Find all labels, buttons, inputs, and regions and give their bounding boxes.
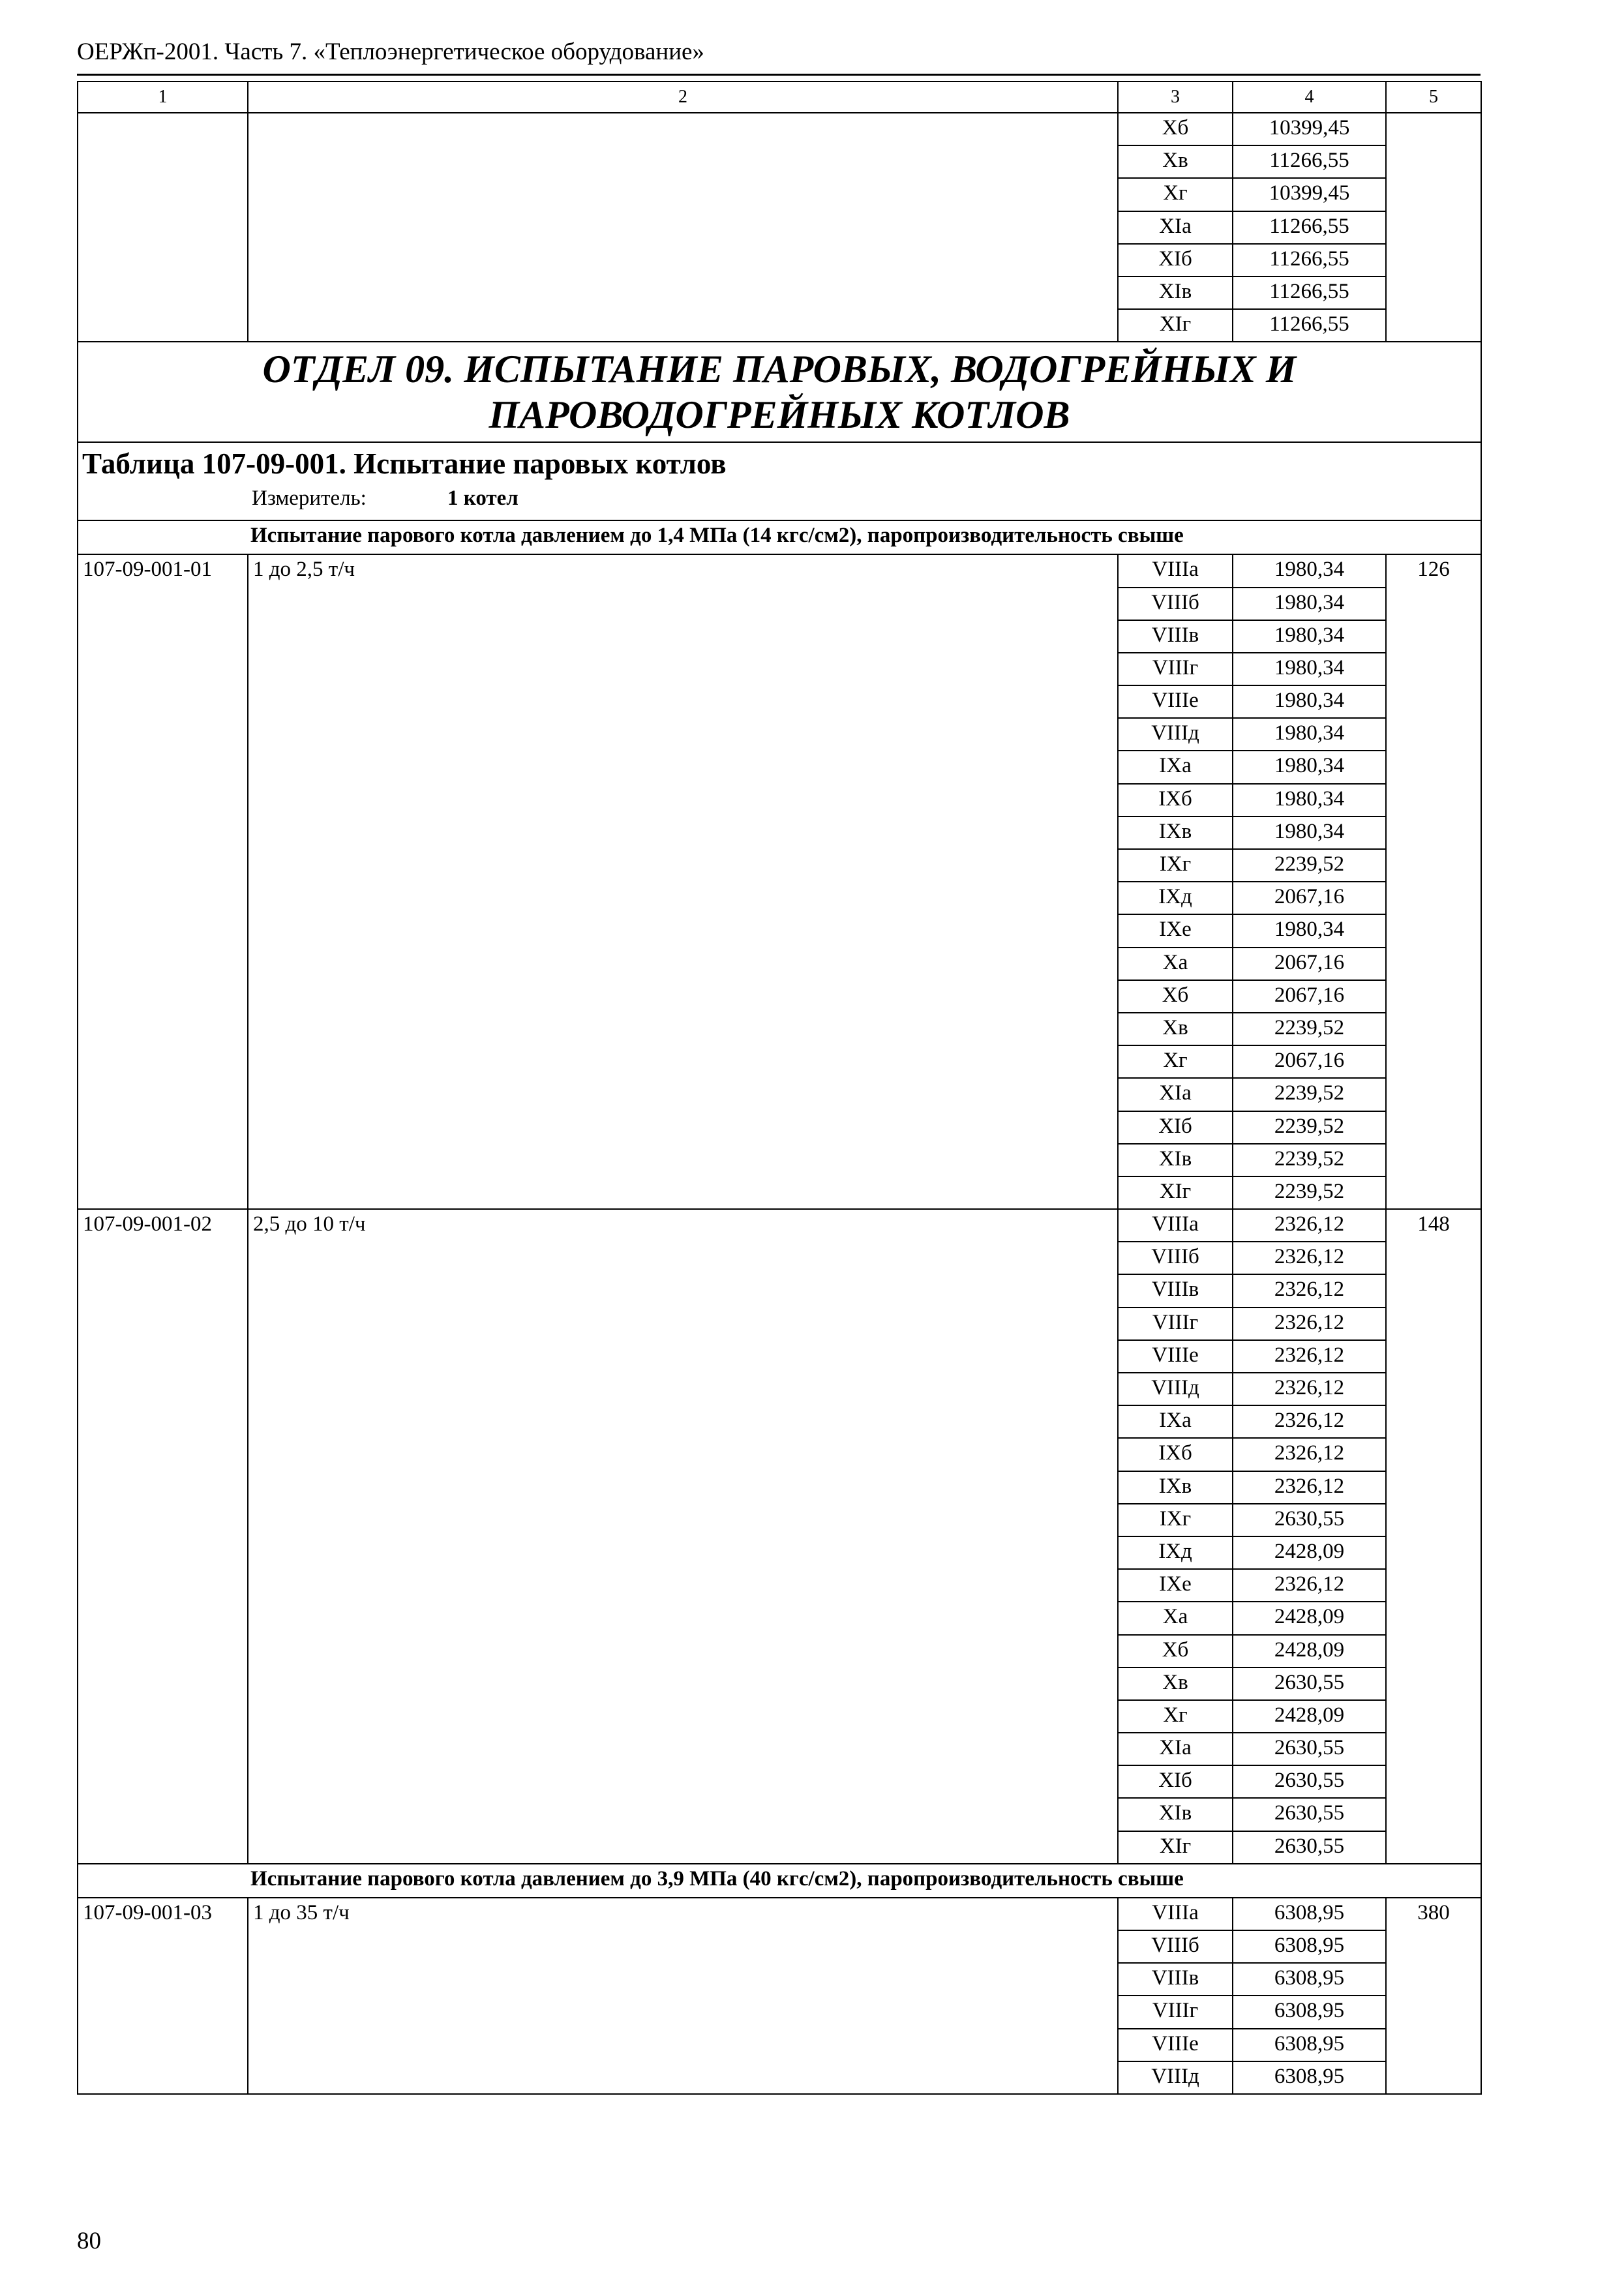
quantity-cell: 126 — [1386, 554, 1481, 1209]
price-value-cell: 10399,45 — [1233, 113, 1386, 145]
region-group-cell: VIIIе — [1118, 2029, 1233, 2061]
price-value-cell: 2630,55 — [1233, 1668, 1386, 1700]
page-header: ОЕРЖп-2001. Часть 7. «Теплоэнергетическое оборудование» — [77, 38, 704, 65]
table-row — [78, 1209, 1481, 1242]
price-value-cell: 11266,55 — [1233, 277, 1386, 309]
price-value-cell: 2326,12 — [1233, 1405, 1386, 1438]
region-group-cell: VIIIд — [1118, 718, 1233, 751]
price-value-cell: 2326,12 — [1233, 1209, 1386, 1242]
price-value-cell: 2326,12 — [1233, 1340, 1386, 1373]
region-group-cell: VIIIд — [1118, 1373, 1233, 1405]
region-group-cell: VIIIб — [1118, 588, 1233, 620]
table-row — [78, 554, 1481, 587]
column-number: 1 — [78, 82, 248, 113]
price-value-cell: 2239,52 — [1233, 1111, 1386, 1144]
price-value-cell: 1980,34 — [1233, 914, 1386, 947]
price-value-cell: 2239,52 — [1233, 1144, 1386, 1176]
region-group-cell: VIIIг — [1118, 653, 1233, 685]
column-number: 5 — [1386, 82, 1481, 113]
column-number: 3 — [1118, 82, 1233, 113]
price-value-cell: 2067,16 — [1233, 948, 1386, 980]
region-group-cell: Xв — [1118, 1668, 1233, 1700]
price-value-cell: 2428,09 — [1233, 1635, 1386, 1668]
price-value-cell: 2428,09 — [1233, 1536, 1386, 1569]
price-value-cell: 2326,12 — [1233, 1242, 1386, 1274]
section-title-line: ПАРОВОДОГРЕЙНЫХ КОТЛОВ — [489, 393, 1070, 437]
code-cell-empty — [78, 113, 248, 342]
price-value-cell: 2428,09 — [1233, 1602, 1386, 1634]
region-group-cell: IXв — [1118, 816, 1233, 849]
region-group-cell: Xг — [1118, 1045, 1233, 1078]
region-group-cell: VIIIа — [1118, 1898, 1233, 1930]
region-group-cell: XIб — [1118, 1765, 1233, 1798]
price-value-cell: 2239,52 — [1233, 1078, 1386, 1111]
item-name-cell: 2,5 до 10 т/ч — [248, 1209, 1118, 1864]
table-row — [78, 113, 1481, 145]
region-group-cell: Xг — [1118, 1700, 1233, 1733]
price-value-cell: 2630,55 — [1233, 1831, 1386, 1864]
table-heading — [78, 442, 1481, 520]
price-value-cell: 1980,34 — [1233, 816, 1386, 849]
region-group-cell: XIв — [1118, 1798, 1233, 1831]
region-group-cell: XIа — [1118, 1733, 1233, 1765]
region-group-cell: VIIIе — [1118, 685, 1233, 718]
price-value-cell: 6308,95 — [1233, 1898, 1386, 1930]
price-value-cell: 2630,55 — [1233, 1765, 1386, 1798]
price-value-cell: 11266,55 — [1233, 145, 1386, 178]
region-group-cell: VIIIд — [1118, 2061, 1233, 2094]
price-value-cell: 2630,55 — [1233, 1733, 1386, 1765]
region-group-cell: VIIIг — [1118, 1996, 1233, 2028]
price-value-cell: 10399,45 — [1233, 178, 1386, 211]
column-number: 2 — [248, 82, 1118, 113]
region-group-cell: IXг — [1118, 849, 1233, 882]
item-code-cell: 107-09-001-01 — [78, 554, 248, 1209]
meter-line — [82, 483, 1477, 513]
price-value-cell: 2630,55 — [1233, 1504, 1386, 1536]
price-value-cell: 1980,34 — [1233, 685, 1386, 718]
region-group-cell: Xа — [1118, 1602, 1233, 1634]
price-value-cell: 6308,95 — [1233, 1996, 1386, 2028]
region-group-cell: IXб — [1118, 1438, 1233, 1471]
region-group-cell: XIб — [1118, 244, 1233, 277]
meter-label: Измеритель: — [252, 486, 367, 511]
region-group-cell: Xб — [1118, 113, 1233, 145]
item-code-cell: 107-09-001-03 — [78, 1898, 248, 2094]
subsection-row — [78, 520, 1481, 554]
section-title — [78, 342, 1481, 442]
meter-value: 1 котел — [447, 486, 519, 511]
price-value-cell: 2067,16 — [1233, 1045, 1386, 1078]
price-value-cell: 1980,34 — [1233, 554, 1386, 587]
region-group-cell: IXв — [1118, 1471, 1233, 1504]
price-value-cell: 2239,52 — [1233, 849, 1386, 882]
header-rule — [77, 74, 1481, 76]
price-value-cell: 1980,34 — [1233, 620, 1386, 653]
price-value-cell: 2067,16 — [1233, 980, 1386, 1013]
region-group-cell: VIIIа — [1118, 554, 1233, 587]
table-row — [78, 1898, 1481, 1930]
region-group-cell: IXд — [1118, 1536, 1233, 1569]
region-group-cell: Xв — [1118, 1013, 1233, 1045]
quantity-cell: 380 — [1386, 1898, 1481, 2094]
price-value-cell: 1980,34 — [1233, 588, 1386, 620]
region-group-cell: Xб — [1118, 980, 1233, 1013]
price-value-cell: 2326,12 — [1233, 1471, 1386, 1504]
item-code-cell: 107-09-001-02 — [78, 1209, 248, 1864]
region-group-cell: VIIIе — [1118, 1340, 1233, 1373]
price-value-cell: 1980,34 — [1233, 718, 1386, 751]
table-title: Таблица 107-09-001. Испытание паровых котлов — [82, 447, 727, 481]
region-group-cell: IXа — [1118, 1405, 1233, 1438]
name-cell-empty — [248, 113, 1118, 342]
subsection-title: Испытание парового котла давлением до 1,4 МПа (14 кгс/см2), паропроизводительность свыше — [78, 520, 1481, 554]
region-group-cell: VIIIб — [1118, 1930, 1233, 1963]
region-group-cell: IXе — [1118, 914, 1233, 947]
region-group-cell: XIг — [1118, 1831, 1233, 1864]
price-value-cell: 2326,12 — [1233, 1569, 1386, 1602]
price-value-cell: 1980,34 — [1233, 784, 1386, 816]
price-value-cell: 2326,12 — [1233, 1308, 1386, 1340]
region-group-cell: Xб — [1118, 1635, 1233, 1668]
region-group-cell: IXб — [1118, 784, 1233, 816]
price-value-cell: 2630,55 — [1233, 1798, 1386, 1831]
price-value-cell: 2326,12 — [1233, 1274, 1386, 1307]
region-group-cell: Xв — [1118, 145, 1233, 178]
section-title-line: ОТДЕЛ 09. ИСПЫТАНИЕ ПАРОВЫХ, ВОДОГРЕЙНЫХ И — [262, 348, 1297, 391]
region-group-cell: IXа — [1118, 751, 1233, 783]
item-name-cell: 1 до 2,5 т/ч — [248, 554, 1118, 1209]
region-group-cell: XIв — [1118, 1144, 1233, 1176]
price-value-cell: 2428,09 — [1233, 1700, 1386, 1733]
region-group-cell: VIIIв — [1118, 1963, 1233, 1996]
table-heading-row — [78, 442, 1481, 520]
region-group-cell: XIг — [1118, 309, 1233, 342]
price-value-cell: 2326,12 — [1233, 1438, 1386, 1471]
quantity-cell-empty — [1386, 113, 1481, 342]
price-value-cell: 2239,52 — [1233, 1176, 1386, 1209]
region-group-cell: IXг — [1118, 1504, 1233, 1536]
region-group-cell: IXд — [1118, 882, 1233, 914]
price-value-cell: 2067,16 — [1233, 882, 1386, 914]
column-number-row — [78, 82, 1481, 113]
quantity-cell: 148 — [1386, 1209, 1481, 1864]
region-group-cell: VIIIг — [1118, 1308, 1233, 1340]
region-group-cell: VIIIа — [1118, 1209, 1233, 1242]
price-value-cell: 6308,95 — [1233, 1963, 1386, 1996]
region-group-cell: XIа — [1118, 211, 1233, 244]
region-group-cell: XIа — [1118, 1078, 1233, 1111]
price-value-cell: 1980,34 — [1233, 653, 1386, 685]
region-group-cell: IXе — [1118, 1569, 1233, 1602]
region-group-cell: XIб — [1118, 1111, 1233, 1144]
item-name-cell: 1 до 35 т/ч — [248, 1898, 1118, 2094]
price-value-cell: 11266,55 — [1233, 244, 1386, 277]
region-group-cell: Xг — [1118, 178, 1233, 211]
region-group-cell: VIIIб — [1118, 1242, 1233, 1274]
price-value-cell: 6308,95 — [1233, 2029, 1386, 2061]
region-group-cell: Xа — [1118, 948, 1233, 980]
price-table — [77, 81, 1482, 2095]
price-value-cell: 2239,52 — [1233, 1013, 1386, 1045]
region-group-cell: VIIIв — [1118, 620, 1233, 653]
price-table-body — [78, 82, 1481, 2094]
price-value-cell: 6308,95 — [1233, 2061, 1386, 2094]
section-row — [78, 342, 1481, 442]
subsection-title: Испытание парового котла давлением до 3,9 МПа (40 кгс/см2), паропроизводительность свыше — [78, 1864, 1481, 1898]
price-value-cell: 2326,12 — [1233, 1373, 1386, 1405]
price-value-cell: 6308,95 — [1233, 1930, 1386, 1963]
region-group-cell: XIг — [1118, 1176, 1233, 1209]
page-number: 80 — [77, 2228, 101, 2254]
price-value-cell: 11266,55 — [1233, 211, 1386, 244]
region-group-cell: VIIIв — [1118, 1274, 1233, 1307]
price-value-cell: 11266,55 — [1233, 309, 1386, 342]
subsection-row — [78, 1864, 1481, 1898]
column-number: 4 — [1233, 82, 1386, 113]
price-value-cell: 1980,34 — [1233, 751, 1386, 783]
region-group-cell: XIв — [1118, 277, 1233, 309]
